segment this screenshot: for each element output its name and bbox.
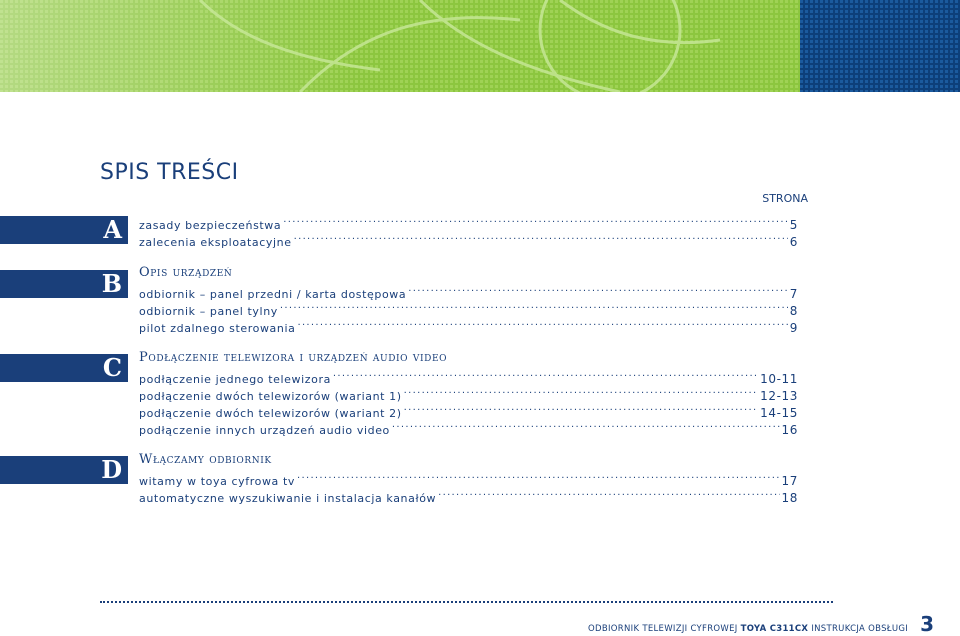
section-heading: Podłączenie telewizora i urządzeń audio video	[139, 350, 448, 365]
section-a-marker	[0, 216, 128, 244]
section-letter: D	[101, 455, 122, 484]
toc-entry-label: zalecenia eksploatacyjne	[139, 236, 292, 249]
toc-entry-label: podłączenie dwóch telewizorów (wariant 2)	[139, 407, 402, 420]
toc-entry-page: 16	[781, 423, 798, 437]
dot-leader	[392, 417, 780, 434]
dot-leader	[333, 366, 758, 383]
section-d	[139, 451, 798, 505]
dot-leader	[297, 315, 787, 332]
footer-divider	[100, 601, 833, 603]
toc-entry-label: odbiornik – panel tylny	[139, 305, 278, 318]
toc-entry-page: 17	[781, 474, 798, 488]
dot-leader	[294, 229, 788, 246]
section-heading: Włączamy odbiornik	[139, 452, 272, 467]
toc-entry-page: 8	[789, 304, 798, 318]
page-title: SPIS TREŚCI	[100, 160, 239, 185]
section-letter: B	[101, 269, 122, 298]
toc-entry-label: zasady bezpieczeństwa	[139, 219, 282, 232]
section-a	[139, 212, 798, 249]
dot-leader	[438, 485, 779, 502]
footer-text-suffix: INSTRUKCJA OBSŁUGI	[811, 624, 909, 634]
dot-leader	[404, 400, 758, 417]
toc-entry-page: 18	[781, 491, 798, 505]
toc-entry-page: 12-13	[760, 389, 798, 403]
dot-leader	[404, 383, 758, 400]
toc-entry[interactable]	[139, 366, 798, 386]
footer-text-prefix: ODBIORNIK TELEWIZJI CYFROWEJ	[588, 624, 738, 634]
toc-entry-label: odbiornik – panel przedni / karta dostępowa	[139, 288, 407, 301]
toc-entry[interactable]	[139, 212, 798, 232]
dot-leader	[408, 281, 788, 298]
section-c-marker	[0, 354, 128, 382]
page-number: 3	[920, 612, 934, 636]
toc-entry-page: 14-15	[760, 406, 798, 420]
section-letter: A	[103, 215, 122, 244]
toc-entry-page: 6	[789, 235, 798, 249]
toc-entry-label: podłączenie jednego telewizora	[139, 373, 331, 386]
footer-model: TOYA C311CX	[740, 624, 809, 634]
section-d-marker	[0, 456, 128, 484]
page-column-header: STRONA	[762, 192, 808, 205]
toc-entry-label: pilot zdalnego sterowania	[139, 322, 296, 335]
toc-entry-label: podłączenie innych urządzeń audio video	[139, 424, 390, 437]
toc-entry-label: witamy w toya cyfrowa tv	[139, 475, 296, 488]
section-letter: C	[102, 353, 122, 382]
toc-entry-label: automatyczne wyszukiwanie i instalacja kanałów	[139, 492, 437, 505]
dot-leader	[283, 212, 788, 229]
header-banner	[0, 0, 960, 92]
toc-entry-label: podłączenie dwóch telewizorów (wariant 1)	[139, 390, 402, 403]
section-heading: Opis urządzeń	[139, 265, 233, 280]
toc-entry[interactable]	[139, 468, 798, 488]
toc-entry-page: 10-11	[760, 372, 798, 386]
dot-leader	[280, 298, 788, 315]
toc-entry[interactable]	[139, 281, 798, 301]
toc-entry-page: 7	[789, 287, 798, 301]
section-c	[139, 349, 798, 437]
section-b-marker	[0, 270, 128, 298]
toc-entry-page: 5	[789, 218, 798, 232]
toc-entry-page: 9	[789, 321, 798, 335]
section-b	[139, 264, 798, 335]
page-footer	[588, 612, 934, 636]
dot-leader	[297, 468, 780, 485]
